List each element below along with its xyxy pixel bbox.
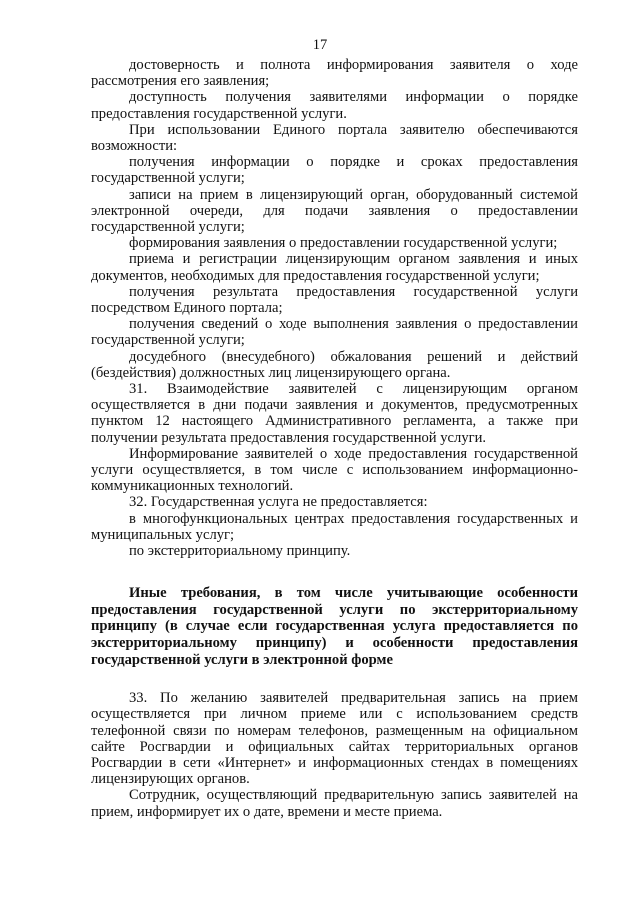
paragraph: Информирование заявителей о ходе предоставления государственной услуги осуществляется, в том числе с использованием информационно-коммуникационных технологий.: [91, 445, 578, 495]
paragraph: При использовании Единого портала заявителю обеспечиваются возможности:: [91, 121, 578, 155]
paragraph-33: 33. По желанию заявителей предварительная запись на прием осуществляется при личном приеме или с использованием средств телефонной связи по номерам телефонов, размещенным на официальном сайте Росгвардии и официальных сайтах территориальных органов Росгвардии в сети «Интернет» и информационных стендах в помещениях лицензирующих органов.: [91, 690, 578, 788]
section-heading: Иные требования, в том числе учитывающие особенности предоставления государственной услуги по экстерриториальному принципу (в случае если государственная услуга предоставляется по экстерриториальному принципу) и особенности предоставления государственной услуги в электронной форме: [91, 585, 578, 668]
paragraph: достоверность и полнота информирования заявителя о ходе рассмотрения его заявления;: [91, 57, 578, 90]
spacer: [91, 668, 578, 690]
paragraph: записи на прием в лицензирующий орган, оборудованный системой электронной очереди, для подачи заявления о предоставлении государственной услуги;: [91, 186, 578, 236]
paragraph: формирования заявления о предоставлении государственной услуги;: [129, 235, 558, 252]
paragraph: Сотрудник, осуществляющий предварительную запись заявителей на прием, информирует их о дате, времени и месте приема.: [91, 787, 578, 820]
paragraph: доступность получения заявителями информации о порядке предоставления государственной услуги.: [91, 89, 578, 122]
paragraph-31: 31. Взаимодействие заявителей с лицензирующим органом осуществляется в дни подачи заявления и документов, предусмотренных пунктом 12 настоящего Административного регламента, а также при получении результата предоставления государственной услуги.: [91, 381, 578, 446]
paragraph: получения информации о порядке и сроках предоставления государственной услуги;: [91, 154, 578, 187]
paragraph: в многофункциональных центрах предоставления государственных и муниципальных услуг;: [91, 510, 578, 543]
document-body: [91, 57, 578, 820]
paragraph: получения сведений о ходе выполнения заявления о предоставлении государственной услуги;: [91, 316, 578, 349]
paragraph-32: 32. Государственная услуга не предоставляется:: [129, 494, 428, 511]
page-number: 17: [312, 37, 328, 53]
paragraph: по экстерриториальному принципу.: [129, 543, 351, 560]
paragraph: получения результата предоставления государственной услуги посредством Единого портала;: [91, 283, 578, 317]
paragraph: досудебного (внесудебного) обжалования решений и действий (бездействия) должностных лиц лицензирующего органа.: [91, 348, 578, 381]
paragraph: приема и регистрации лицензирующим органом заявления и иных документов, необходимых для предоставления государственной услуги;: [91, 251, 578, 284]
